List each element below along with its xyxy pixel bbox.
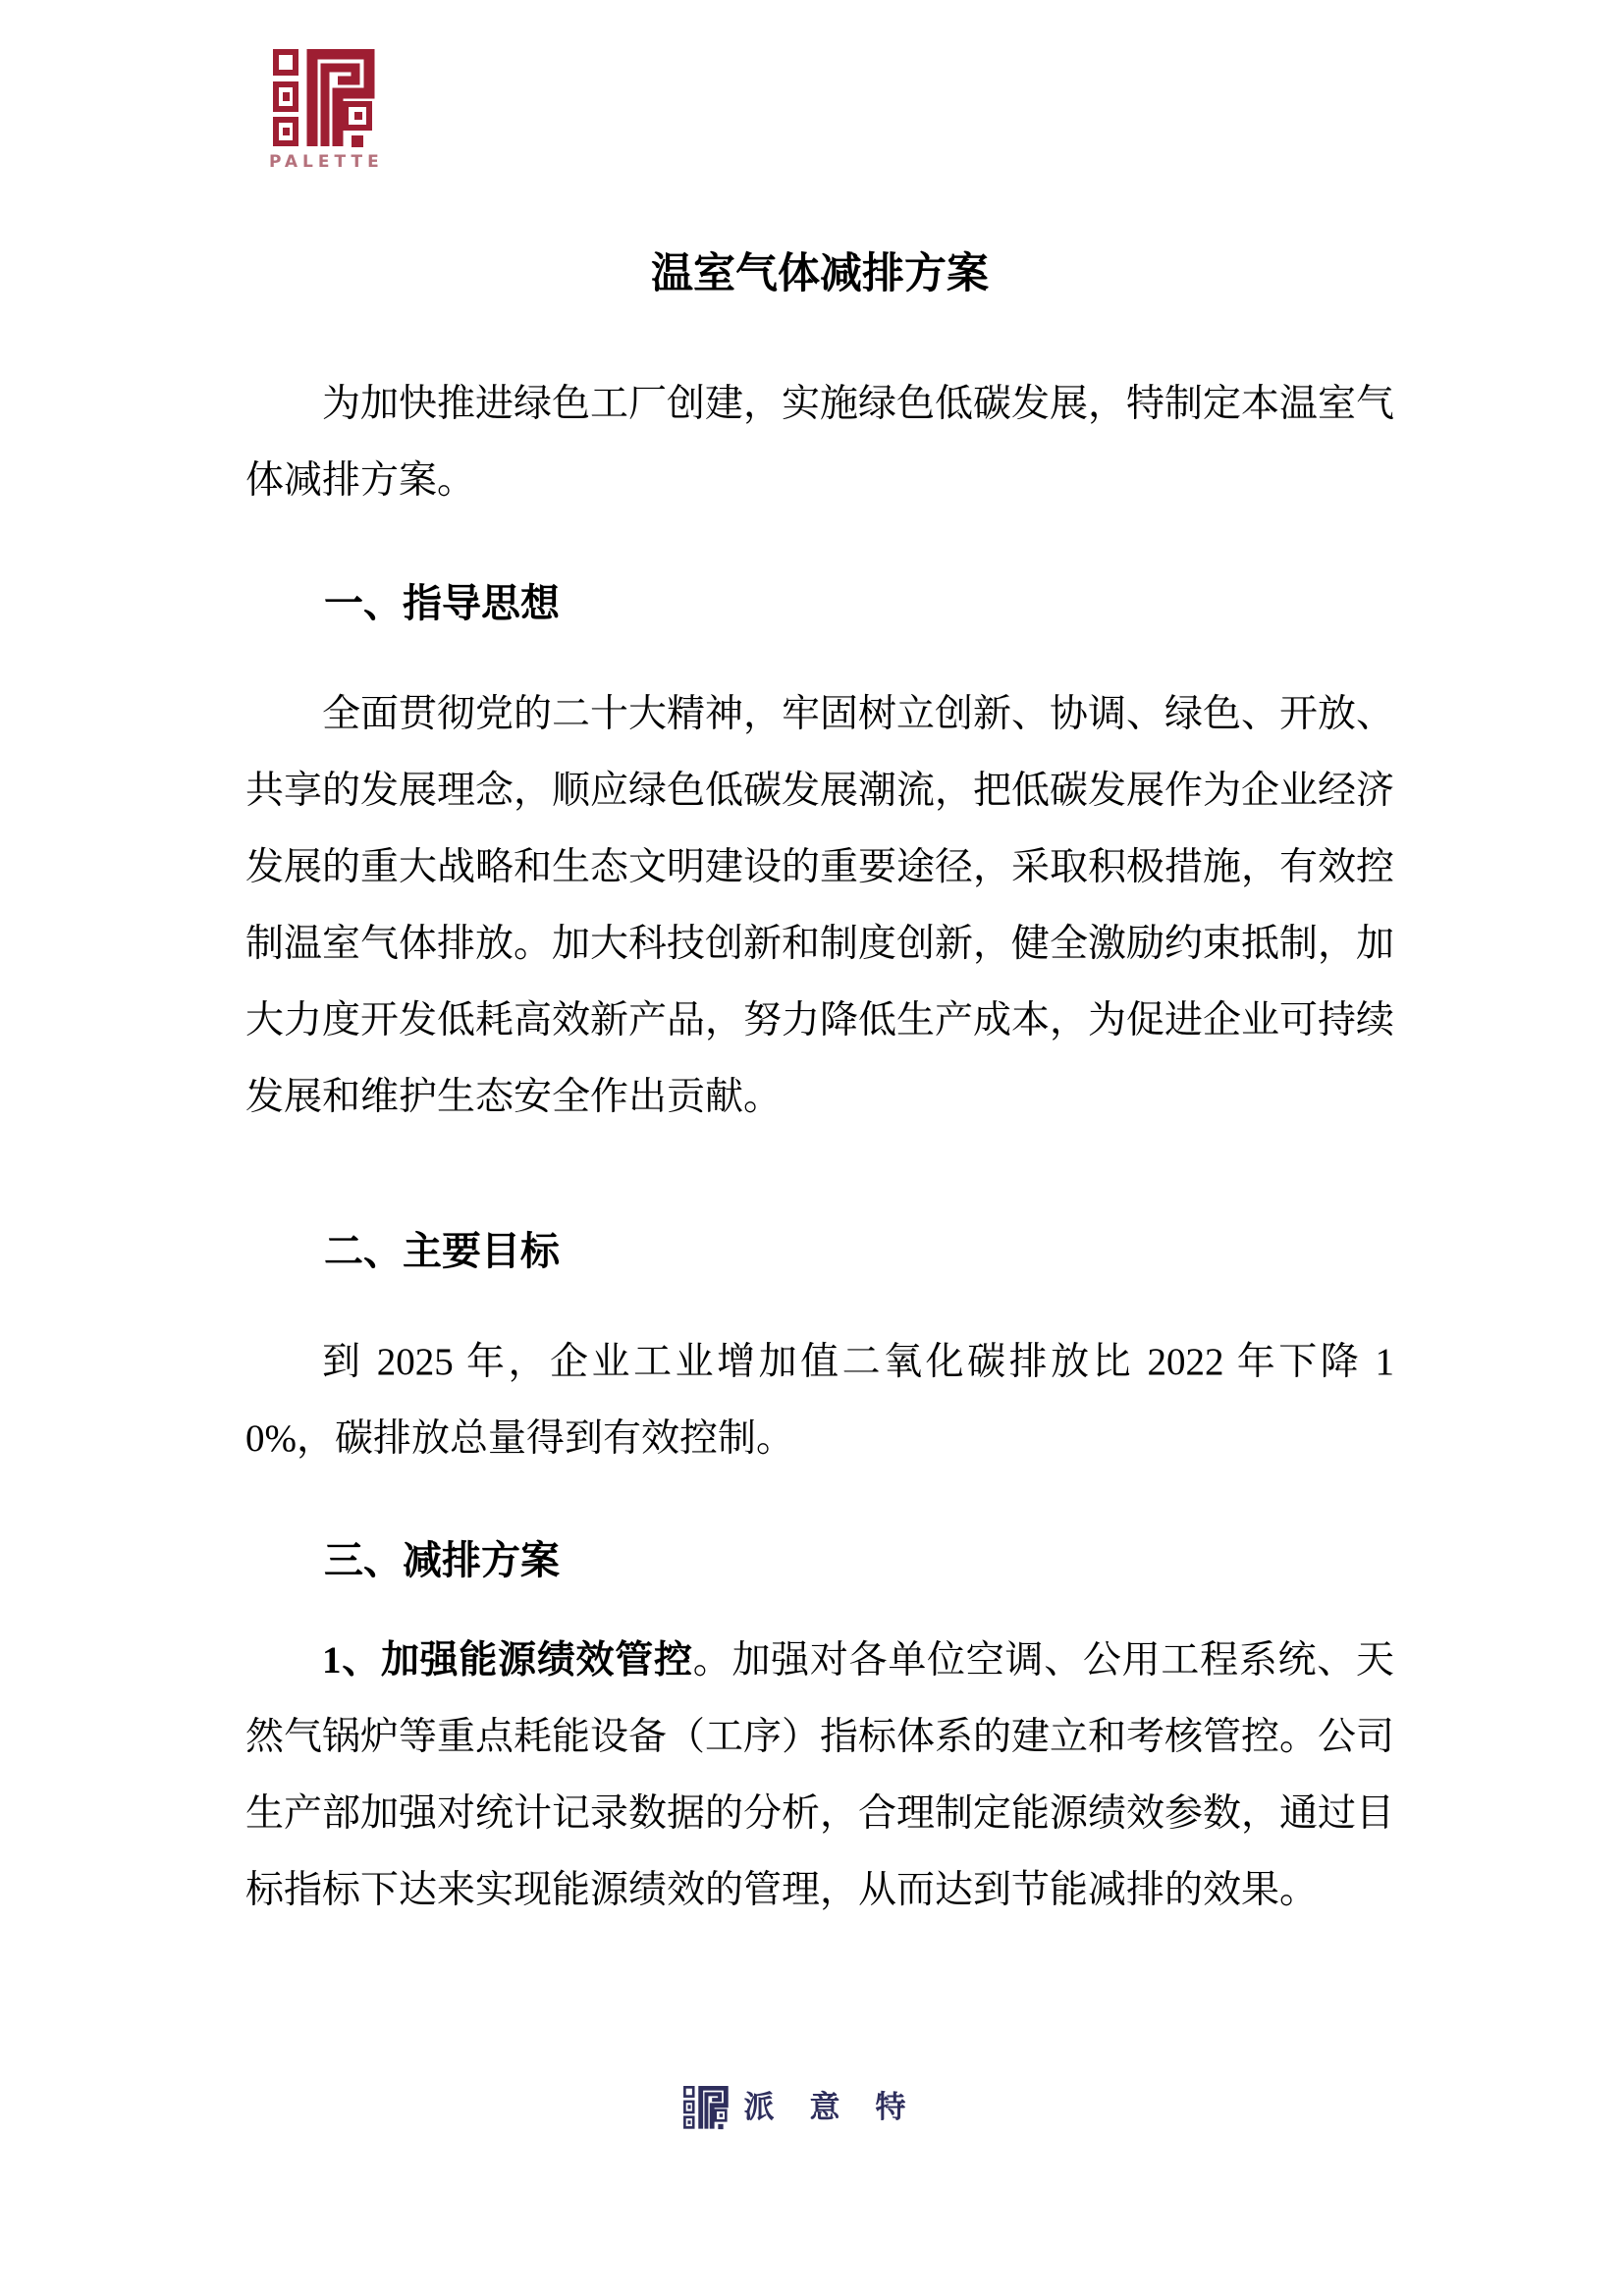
reduction-item-1-lead: 1、加强能源绩效管控 [322,1639,693,1682]
brand-wordmark: PALETTE [269,152,384,172]
reduction-item-1-body: 。加强对各单位空调、公用工程系统、天然气锅炉等重点耗能设备（工序）指标体系的建立和考核管控。公司生产部加强对统计记录数据的分析，合理制定能源绩效参数，通过目标指标下达来实现能源绩效的管理，从而达到节能减排的效果。 [245,1639,1395,1911]
intro-paragraph: 为加快推进绿色工厂创建，实施绿色低碳发展，特制定本温室气体减排方案。 [245,383,1395,502]
document-content [245,0,1394,1929]
paragraph-main-goal: 到 2025 年，企业工业增加值二氧化碳排放比 2022 年下降 10%，碳排放总量得到有效控制。 [245,1341,1394,1460]
footer-brand [0,2085,1624,2130]
footer-wordmark: 派意特 [743,2090,942,2124]
section-heading-main-goal: 二、主要目标 [324,1229,560,1273]
paiyite-logo-icon [683,2086,729,2130]
section-heading-reduction-plan: 三、减排方案 [324,1538,560,1582]
page-title: 温室气体减排方案 [651,251,989,297]
paragraph-reduction-item-1 [245,1623,1394,1929]
paragraph-guiding-ideology: 全面贯彻党的二十大精神，牢固树立创新、协调、绿色、开放、共享的发展理念，顺应绿色低碳发展潮流，把低碳发展作为企业经济发展的重大战略和生态文明建设的重要途径，采取积极措施，有效控制温室气体排放。加大科技创新和制度创新，健全激励约束抵制，加大力度开发低耗高效新产品，努力降低生产成本，为促进企业可持续发展和维护生态安全作出贡献。 [245,693,1395,1118]
section-heading-guiding-ideology: 一、指导思想 [324,581,560,625]
